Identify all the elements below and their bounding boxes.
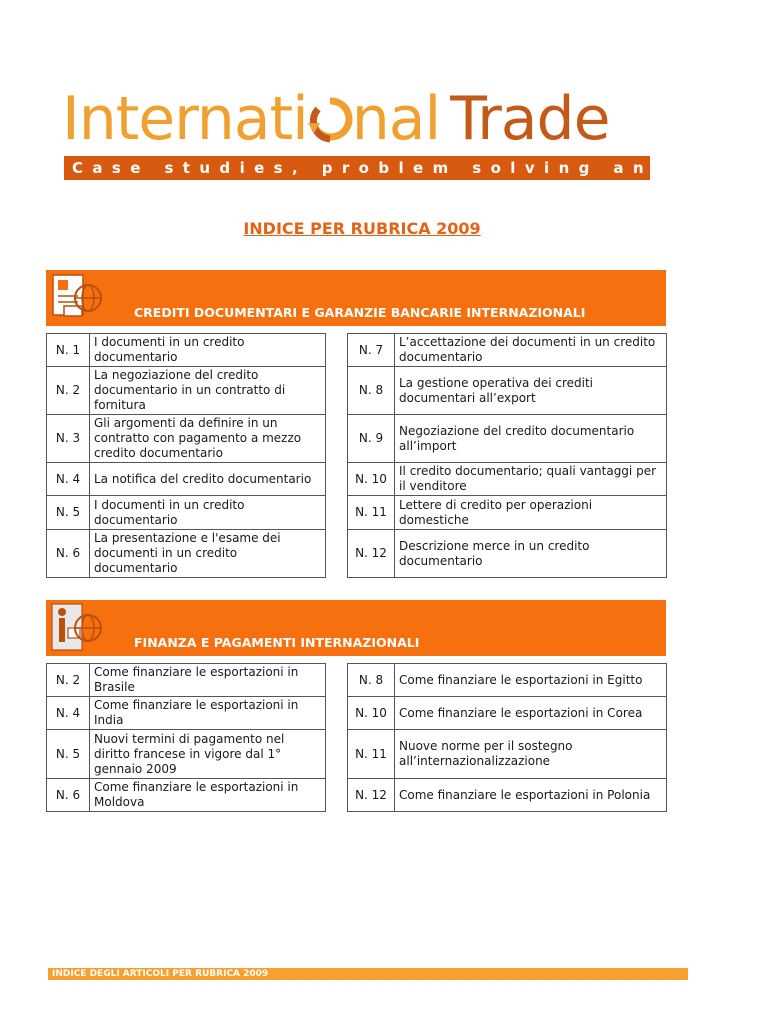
issue-number: N. 11 (348, 496, 395, 530)
issue-number: N. 4 (47, 463, 90, 496)
article-title: Gli argomenti da definire in un contratto con pagamento a mezzo credito documentario (90, 415, 326, 463)
section-title-crediti: CREDITI DOCUMENTARI E GARANZIE BANCARIE INTERNAZIONALI (134, 305, 586, 320)
table-row (348, 463, 667, 496)
table-row (47, 730, 326, 779)
issue-number: N. 2 (47, 664, 90, 697)
section2-right-table (347, 663, 667, 812)
logo-wordmark (62, 84, 610, 154)
table-row (47, 779, 326, 812)
table-row (348, 730, 667, 779)
issue-number: N. 8 (348, 367, 395, 415)
article-title: Come finanziare le esportazioni in Egitto (395, 664, 667, 697)
article-title: Come finanziare le esportazioni in Corea (395, 697, 667, 730)
table-row (348, 697, 667, 730)
issue-number: N. 5 (47, 496, 90, 530)
article-title: La presentazione e l'esame dei documenti in un credito documentario (90, 530, 326, 578)
article-title: I documenti in un credito documentario (90, 496, 326, 530)
table-row (348, 779, 667, 812)
article-title: I documenti in un credito documentario (90, 334, 326, 367)
page-title: INDICE PER RUBRICA 2009 (243, 219, 481, 238)
table-row (47, 530, 326, 578)
article-title: Nuovi termini di pagamento nel diritto francese in vigore dal 1° gennaio 2009 (90, 730, 326, 779)
issue-number: N. 4 (47, 697, 90, 730)
article-title: Come finanziare le esportazioni in Moldova (90, 779, 326, 812)
section1-left-table (46, 333, 326, 578)
issue-number: N. 9 (348, 415, 395, 463)
article-title: Come finanziare le esportazioni in Brasile (90, 664, 326, 697)
issue-number: N. 10 (348, 697, 395, 730)
logo-word-part1: Internati (62, 84, 308, 154)
table-row (348, 334, 667, 367)
article-title: La negoziazione del credito documentario in un contratto di fornitura (90, 367, 326, 415)
logo-tagline: Case studies, problem solving and tools (64, 156, 650, 180)
table-row (47, 367, 326, 415)
article-title: Come finanziare le esportazioni in Polonia (395, 779, 667, 812)
table-row (348, 415, 667, 463)
article-title: Come finanziare le esportazioni in India (90, 697, 326, 730)
section-header-finanza (46, 600, 666, 656)
brand-logo (62, 84, 777, 180)
issue-number: N. 12 (348, 530, 395, 578)
section-header-crediti (46, 270, 666, 326)
issue-number: N. 3 (47, 415, 90, 463)
logo-word-part3: Trade (450, 84, 610, 154)
table-row (348, 664, 667, 697)
table-row (47, 697, 326, 730)
issue-number: N. 10 (348, 463, 395, 496)
issue-number: N. 7 (348, 334, 395, 367)
table-row (47, 496, 326, 530)
article-title: La gestione operativa dei crediti documentari all’export (395, 367, 667, 415)
section2-left-table (46, 663, 326, 812)
issue-number: N. 1 (47, 334, 90, 367)
article-title: L’accettazione dei documenti in un credito documentario (395, 334, 667, 367)
page-footer: INDICE DEGLI ARTICOLI PER RUBRICA 2009 (48, 968, 688, 980)
article-title: La notifica del credito documentario (90, 463, 326, 496)
section1-right-table (347, 333, 667, 578)
document-globe-icon (50, 272, 102, 322)
person-globe-icon (50, 602, 102, 652)
issue-number: N. 11 (348, 730, 395, 779)
logo-word-part2: nal (351, 84, 441, 154)
section-title-finanza: FINANZA E PAGAMENTI INTERNAZIONALI (134, 635, 420, 650)
issue-number: N. 12 (348, 779, 395, 812)
table-row (348, 530, 667, 578)
issue-number: N. 8 (348, 664, 395, 697)
table-row (47, 415, 326, 463)
article-title: Lettere di credito per operazioni domestiche (395, 496, 667, 530)
table-row (47, 334, 326, 367)
table-row (348, 367, 667, 415)
issue-number: N. 2 (47, 367, 90, 415)
issue-number: N. 6 (47, 779, 90, 812)
table-row (47, 463, 326, 496)
article-title: Negoziazione del credito documentario all’import (395, 415, 667, 463)
recycle-o-icon (308, 95, 352, 145)
article-title: Nuove norme per il sostegno all’internazionalizzazione (395, 730, 667, 779)
issue-number: N. 5 (47, 730, 90, 779)
article-title: Descrizione merce in un credito documentario (395, 530, 667, 578)
table-row (47, 664, 326, 697)
issue-number: N. 6 (47, 530, 90, 578)
table-row (348, 496, 667, 530)
article-title: Il credito documentario; quali vantaggi per il venditore (395, 463, 667, 496)
